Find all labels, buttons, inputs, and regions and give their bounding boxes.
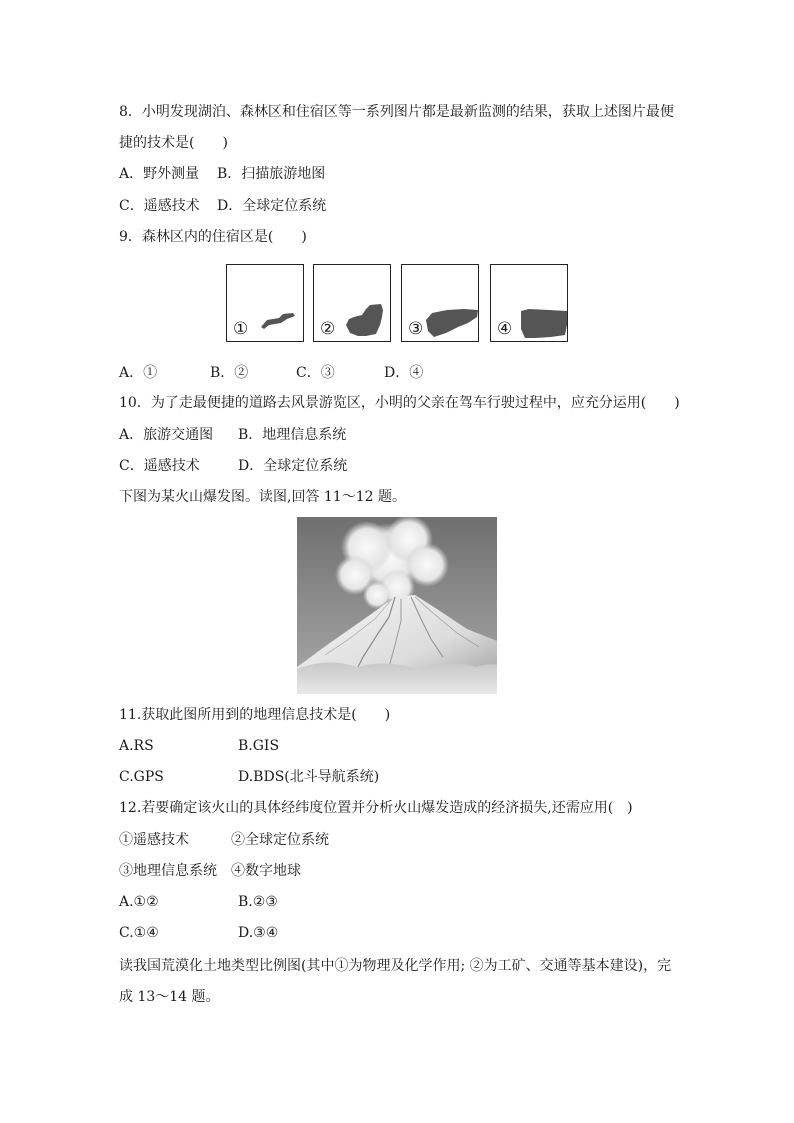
- q9-figure-2: [313, 264, 391, 342]
- q9-option-d: D．④: [384, 365, 424, 381]
- q12-item-2: ②全球定位系统: [231, 832, 329, 848]
- q12-option-d: D.③④: [238, 925, 279, 941]
- q9-figure-3: [401, 264, 479, 342]
- q10-option-c: C．遥感技术: [119, 458, 200, 474]
- q12-item-3: ③地理信息系统: [119, 863, 217, 879]
- intro-13-14-line1: 读我国荒漠化土地类型比例图(其中①为物理及化学作用; ②为工矿、交通等基本建设)，完: [119, 958, 672, 974]
- q8-stem-line1: 8．小明发现湖泊、森林区和住宿区等一系列图片都是最新监测的结果，获取上述图片最便: [119, 104, 674, 120]
- q9-figure-4: [490, 264, 568, 342]
- q9-figure-1-label: ①: [233, 319, 249, 339]
- q8-option-d: D．全球定位系统: [217, 198, 327, 214]
- q11-option-c: C.GPS: [119, 769, 164, 785]
- intro-13-14-line2: 成 13～14 题。: [119, 989, 220, 1005]
- q8-option-c: C．遥感技术: [119, 198, 200, 214]
- q10-option-b: B．地理信息系统: [238, 427, 347, 443]
- q12-item-1: ①遥感技术: [119, 832, 189, 848]
- q8-option-a: A．野外测量: [119, 166, 200, 182]
- q11-option-d: D.BDS(北斗导航系统): [238, 769, 380, 785]
- q11-option-b: B.GIS: [238, 738, 280, 754]
- volcano-photo: [297, 517, 497, 694]
- q9-figure-3-label: ③: [408, 319, 424, 339]
- q12-option-b: B.②③: [238, 894, 278, 910]
- q12-option-a: A.①②: [119, 894, 159, 910]
- q8-stem-line2: 捷的技术是( ): [119, 135, 228, 151]
- q9-figure-2-label: ②: [320, 319, 336, 339]
- q10-option-a: A．旅游交通图: [119, 427, 214, 443]
- q9-option-a: A．①: [119, 365, 158, 381]
- q9-option-c: C．③: [296, 365, 335, 381]
- q9-figure-4-label: ④: [497, 319, 513, 339]
- q11-stem: 11.获取此图所用到的地理信息技术是( ): [119, 707, 391, 723]
- q9-option-b: B．②: [210, 365, 249, 381]
- intro-11-12: 下图为某火山爆发图。读图,回答 11～12 题。: [119, 489, 406, 505]
- q10-stem: 10．为了走最便捷的道路去风景游览区，小明的父亲在驾车行驶过程中，应充分运用( ): [119, 395, 680, 411]
- q8-option-b: B．扫描旅游地图: [217, 166, 326, 182]
- q11-option-a: A.RS: [119, 738, 154, 754]
- q12-stem: 12.若要确定该火山的具体经纬度位置并分析火山爆发造成的经济损失,还需应用( ): [119, 800, 633, 816]
- q9-figure-1: [226, 264, 304, 342]
- q12-item-4: ④数字地球: [231, 863, 301, 879]
- q12-option-c: C.①④: [119, 925, 159, 941]
- q10-option-d: D．全球定位系统: [238, 458, 348, 474]
- q9-stem: 9．森林区内的住宿区是( ): [119, 229, 307, 245]
